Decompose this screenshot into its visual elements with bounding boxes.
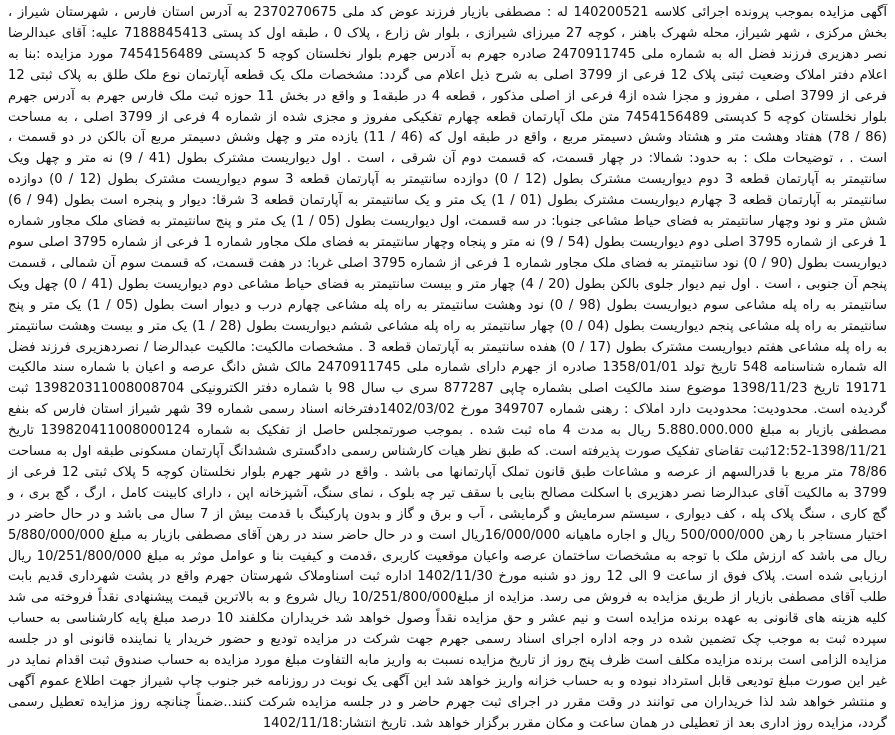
auction-notice-text: آگهی مزایده بموجب پرونده اجرائی کلاسه 140200521 له : مصطفی بازیار فرزند عوض کد ملی 2370270675 به آدرس استان فارس ، شهرستان شیراز ، بخش مرکزی ، شهر شیراز، محله شهرک باهنر ، کوچه 27 میرزای شیرازی ، بلوار ش زارع ، پلاک 0 ، طبقه اول کد پستی 7188845413 علیه: آقای عبدالرضا نصر دهزیری فرزند فضل اله به شماره ملی 2470911745 صادره جهرم به آدرس جهرم بلوار نخلستان کوچه 5 کدپستی 7454156489 مورد مزایده :بنا به اعلام دفتر املاک وضعیت ثبتی پلاک 12 فرعی از 3799 اصلی به شرح ذیل اعلام می گردد: مشخصات ملک یک قطعه آپارتمان نوع ملک طلق به پلاک ثبتی 12 فرعی از 3799 اصلی ، مفروز و مجزا شده از4 فرعی از اصلی مذکور ، قطعه 4 در طبقه1 و واقع در بخش 11 حوزه ثبت ملک فارس جهرم به آدرس جهرم بلوار نخلستان کوچه 5 کدپستی 7454156489 متن ملک آپارتمان قطعه چهارم تفکیکی مفروز و مجزی شده از شماره 4 فرعی از 3799 اصلی ، به مساحت (86 / 78) هفتاد وهشت متر و هشتاد وشش دسیمتر مربع ، واقع در طبقه اول که (46 / 11) یازده متر و چهل وشش دسیمتر مربع آن بالکن در دو قسمت ، است . ، توضیحات ملک : به حدود: شمالا: در چهار قسمت، که قسمت دوم آن شرقی ، است . اول دیواریست مشترک بطول (41 / 9) نه متر و چهل ویک سانتیمتر به آپارتمان قطعه 3 دوم دیواریست مشترک بطول (12 / 0) دوازده سانتیمتر به آپارتمان قطعه 3 سوم دیواریست مشترک بطول (12 / 0) دوازده سانتیمتر به آپارتمان قطعه 3 چهارم دیواریست مشترک بطول (01 / 1) یک متر و یک سانتیمتر به آپارتمان قطعه 3 شرقا: دیوار و پنجره است بطول (94 / 6) شش متر و نود وچهار سانتیمتر به فضای حیاط مشاعی جنوبا: در سه قسمت، اول دیواریست بطول (05 / 1) یک متر و پنج سانتیمتر به فضای ملک مجاور شماره 1 فرعی از شماره 3795 اصلی دوم دیواریست بطول (54 / 9) نه متر و پنجاه وچهار سانتیمتر به فضای ملک مجاور شماره 1 فرعی از شماره 3795 اصلی سوم دیواریست بطول (90 / 0) نود سانتیمتر به فضای ملک مجاور شماره 1 فرعی از شماره 3795 اصلی غربا: در هفت قسمت، که قسمت سوم آن شمالی ، قسمت پنجم آن جنوبی ، است . اول نیم دیوار جلوی بالکن بطول (20 / 4) چهار متر و بیست سانتیمتر به فضای حیاط مشاعی دوم دیواریست بطول (41 / 0) چهل ویک سانتیمتر به راه پله مشاعی سوم دیواریست بطول (98 / 0) نود وهشت سانتیمتر به راه پله مشاعی چهارم درب و دیوار است بطول (05 / 1) یک متر و پنج سانتیمتر به راه پله مشاعی پنجم دیواریست بطول (04 / 0) چهار سانتیمتر به راه پله مشاعی ششم دیواریست بطول (28 / 1) یک متر و بیست وهشت سانتیمتر به راه پله مشاعی هفتم دیواریست مشترک بطول (17 / 0) هفده سانتیمتر به آپارتمان قطعه 3 . مشخصات مالکیت: مالکیت عبدالرضا / نصردهزیری فرزند فضل اله شماره شناسنامه 548 تاریخ تولد 1358/01/01 صادره از جهرم دارای شماره ملی 2470911745 مالک شش دانگ عرصه و اعیان با شماره سند مالکیت 19171 تاریخ 1398/11/23 موضوع سند مالکیت اصلی بشماره چاپی 877287 سری ب سال 98 با شماره دفتر الکترونیکی 139820311008008704 ثبت گردیده است. محدودیت: محدودیت دارد املاک : رهنی شماره 349707 مورخ 1402/03/02دفترخانه اسناد رسمی شماره 39 شهر شیراز استان فارس که بنفع مصطفی بازیار به مبلغ 5.880.000.000 ریال به مدت 4 ماه ثبت شده . بموجب صورتمجلس حاصل از تفکیک به شماره 139820411008000124 تاریخ 1398/11/21-12:52ثبت تقاضای تفکیک صورت پذیرفته است. که طبق نظر هیات کارشناس رسمی دادگستری ششدانگ آپارتمان مسکونی طبقه اول به مساحت 78/86 متر مربع با قدرالسهم از عرصه و مشاعات طبق قانون تملک آپارتمانها می باشد . واقع در شهر جهرم بلوار نخلستان کوچه 5 پلاک ثبتی 12 فرعی از 3799 به مالکیت آقای عبدالرضا نصر دهزیری با اسکلت مصالح بنایی با سقف تیر چه بلوک ، نمای سنگ، آشپزخانه اپن ، دارای کابینت کامل ، ارگ ، گچ بری ، و گچ کاری ، سنگ پلاک پله ، کف دیواری ، سیستم سرمایش و گرمایشی ، آب و برق و گاز و بدون پارکینگ با قدمت بیش از 7 سال می باشد و در حال حاضر در اختیار مستاجر با رهن 500/000/000 ریال و اجاره ماهیانه 16/000/000ریال است و در حال حاضر سند در رهن آقای مصطفی بازیار به مبلغ 5/880/000/000 ریال می باشد که ارزش ملک با توجه به مشخصات ساختمان عرصه واعیان موقعیت کاربری ،قدمت و کیفیت بنا و عوامل موثر به مبلغ 10/251/800/000 ریال ارزیابی شده است. پلاک فوق از ساعت 9 الی 12 روز دو شنبه مورخ 1402/11/30 اداره ثبت اسناوملاک شهرستان جهرم واقع در پشت شهرداری قدیم بابت طلب آقای مصطفی بازیار از طریق مزایده به فروش می رسد. مزایده از مبلغ10/251/800/000 ریال شروع و به بالاترین قیمت پیشنهادی نقداً فروخته می شد کلیه هزینه های قانونی به عهده برنده مزایده است و نیم عشر و حق مزایده نقداً وصول خواهد شد خریداران مکلفند 10 درصد مبلغ پایه کارشناسی به حساب سپرده ثبت به موجب چک تضمین شده در وجه اداره اجرای اسناد رسمی جهرم جهت شرکت در مزایده تودیع و حضور خریدار یا نماینده قانونی او در جلسه مزایده الزامی است برنده مزایده مکلف است ظرف پنج روز از تاریخ مزایده نسبت به واریز مابه التفاوت مبلغ مورد مزایده به حساب صندوق ثبت اقدام نماید در غیر این صورت مبلغ تودیعی قابل استرداد نبوده و به حساب خزانه واریز خواهد شد این آگهی یک نوبت در روزنامه خبر جنوب چاپ شیراز جهت اطلاع عموم آگهی و منتشر خواهد شد لذا خریداران می توانند در وقت مقرر در اجرای ثبت جهرم حاضر و در جلسه مزایده شرکت کنند..ضمناً چنانچه روز مزایده تعطیل رسمی گردد، مزایده روز اداری بعد از تعطیلی در همان ساعت و مکان مقرر برگزار خواهد شد. تاریخ انتشار:1402/11/18 (8, 5, 888, 731)
